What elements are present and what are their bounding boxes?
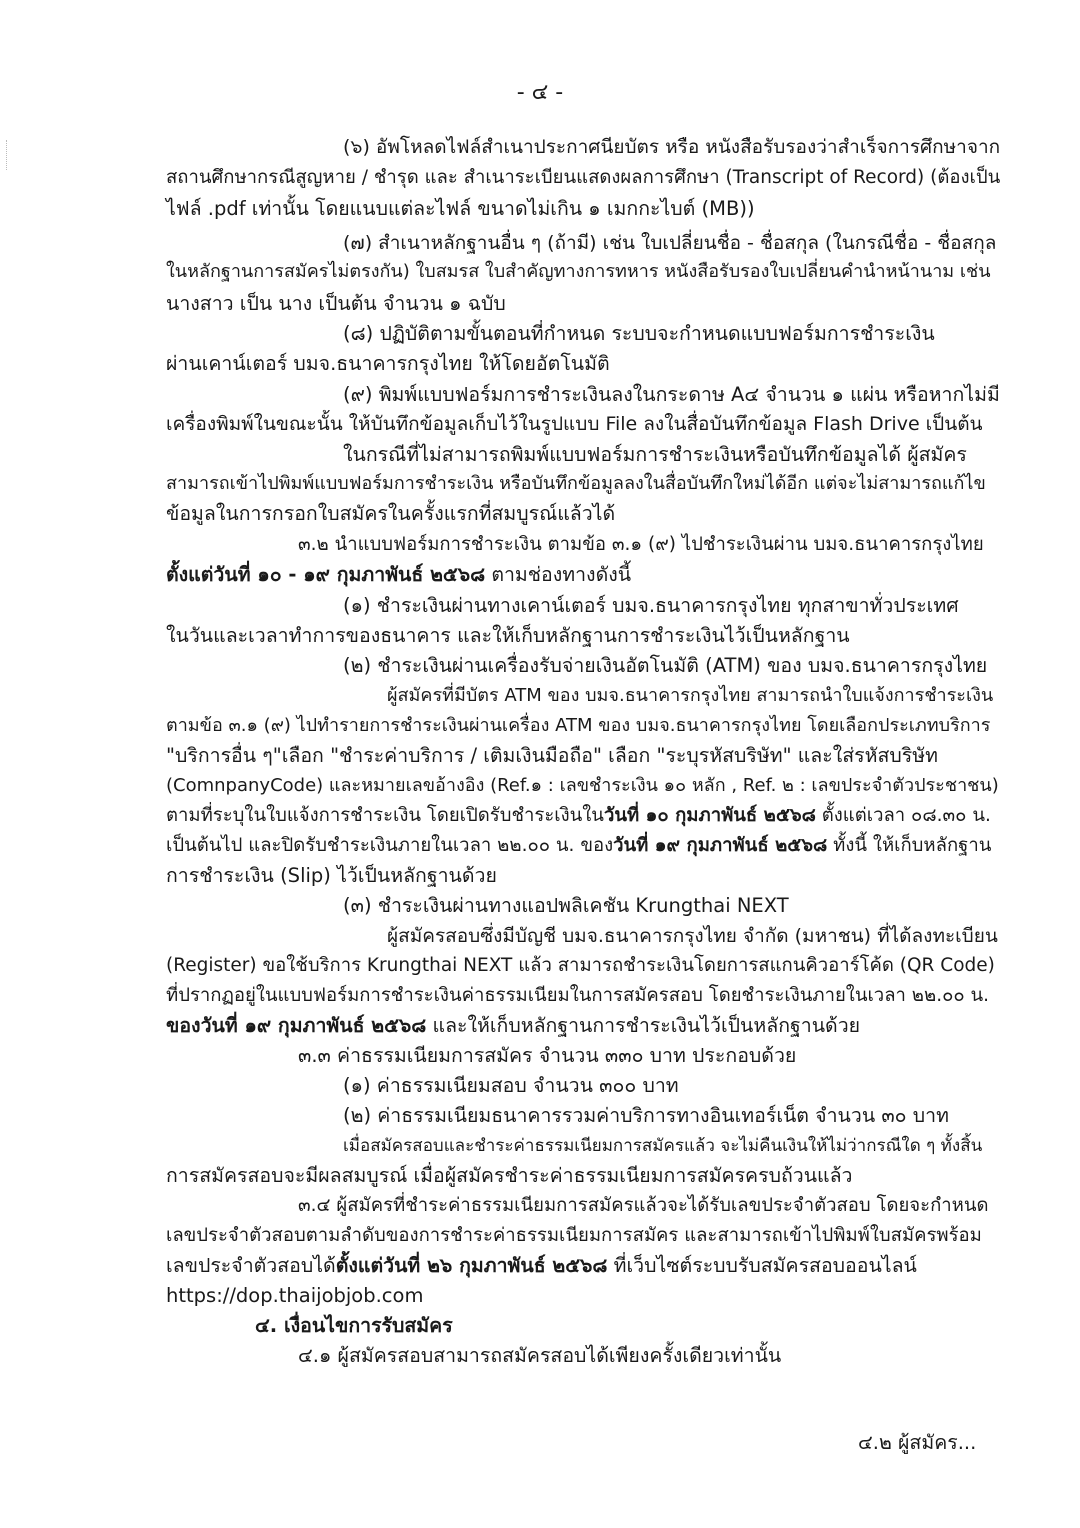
doc-line	[298, 530, 984, 560]
doc-line	[343, 132, 1000, 162]
line-segment: ในหลักฐานการสมัครไม่ตรงกัน) ใบสมรส ใบสำคัญทางการทหาร หนังสือรับรองใบเปลี่ยนคำนำหน้านาม เช่น	[166, 261, 991, 282]
doc-line	[166, 499, 615, 529]
doc-line	[298, 1191, 989, 1221]
doc-line	[166, 771, 999, 801]
line-segment: สามารถเข้าไปพิมพ์แบบฟอร์มการชำระเงิน หรือบันทึกข้อมูลลงในสื่อบันทึกใหม่ได้อีก แต่จะไม่สามารถแก้ไข	[166, 473, 986, 494]
line-segment: สถานศึกษากรณีสูญหาย / ชำรุด และ สำเนาระเบียนแสดงผลการศึกษา (Transcript of Record) (ต้องเป็น	[166, 167, 1001, 188]
line-segment: วันที่ ๑๙ กุมภาพันธ์ ๒๕๖๘	[613, 835, 828, 856]
line-segment: (๗) สำเนาหลักฐานอื่น ๆ (ถ้ามี) เช่น ใบเปลี่ยนชื่อ - ชื่อสกุล (ในกรณีชื่อ - ชื่อสกุล	[343, 232, 997, 254]
doc-line	[343, 891, 789, 921]
section-heading	[255, 1311, 453, 1341]
line-segment: ในกรณีที่ไม่สามารถพิมพ์แบบฟอร์มการชำระเงินหรือบันทึกข้อมูลได้ ผู้สมัคร	[343, 443, 967, 466]
line-segment: เลขประจำตัวสอบได้	[166, 1254, 336, 1277]
page-footer: ๔.๒ ผู้สมัคร...	[858, 1431, 977, 1454]
line-segment: ที่เว็บไซต์ระบบรับสมัครสอบออนไลน์	[607, 1254, 917, 1277]
doc-line	[166, 469, 986, 499]
doc-line	[166, 257, 991, 287]
line-segment: ตามข้อ ๓.๑ (๙) ไปทำรายการชำระเงินผ่านเครื่อง ATM ของ บมจ.ธนาคารกรุงไทย โดยเลือกประเภทบริการ	[166, 715, 991, 736]
doc-line	[166, 621, 850, 651]
doc-line	[343, 1071, 679, 1101]
line-segment: นางสาว เป็น นาง เป็นต้น จำนวน ๑ ฉบับ	[166, 292, 506, 315]
doc-line	[166, 1011, 860, 1041]
margin-dots	[6, 140, 9, 170]
line-segment: (๙) พิมพ์แบบฟอร์มการชำระเงินลงในกระดาษ A๔ จำนวน ๑ แผ่น หรือหากไม่มี	[343, 383, 1000, 406]
line-segment: ๓.๒ นำแบบฟอร์มการชำระเงิน ตามข้อ ๓.๑ (๙) ไปชำระเงินผ่าน บมจ.ธนาคารกรุงไทย	[298, 534, 984, 555]
doc-line	[166, 349, 610, 379]
doc-line	[166, 409, 983, 439]
line-segment: ที่ปรากฏอยู่ในแบบฟอร์มการชำระเงินค่าธรรมเนียมในการสมัครสอบ โดยชำระเงินภายในเวลา ๒๒.๐๐ น.	[166, 985, 990, 1006]
line-segment: ตามช่องทางดังนี้	[485, 563, 632, 586]
doc-line	[343, 228, 996, 258]
doc-line	[166, 951, 995, 981]
line-segment: ผู้สมัครที่มีบัตร ATM ของ บมจ.ธนาคารกรุงไทย สามารถนำใบแจ้งการชำระเงิน	[387, 685, 994, 706]
line-segment: และให้เก็บหลักฐานการชำระเงินไว้เป็นหลักฐานด้วย	[426, 1014, 861, 1037]
line-segment: ๓.๓ ค่าธรรมเนียมการสมัคร จำนวน ๓๓๐ บาท ประกอบด้วย	[298, 1044, 797, 1067]
doc-line	[166, 711, 990, 741]
line-segment: เครื่องพิมพ์ในขณะนั้น ให้บันทึกข้อมูลเก็บไว้ในรูปแบบ File ลงในสื่อบันทึกข้อมูล Flash Drive เป็นต้น	[166, 413, 983, 435]
line-segment: ๔. เงื่อนไขการรับสมัคร	[255, 1314, 453, 1337]
line-segment: (๑) ชำระเงินผ่านทางเคาน์เตอร์ บมจ.ธนาคารกรุงไทย ทุกสาขาทั่วประเทศ	[343, 594, 959, 617]
line-segment: วันที่ ๑๐ กุมภาพันธ์ ๒๕๖๘	[603, 805, 816, 826]
doc-line	[387, 921, 998, 951]
doc-line	[166, 1251, 917, 1281]
line-segment: ของวันที่ ๑๙ กุมภาพันธ์ ๒๕๖๘	[166, 1014, 427, 1037]
line-segment: การสมัครสอบจะมีผลสมบูรณ์ เมื่อผู้สมัครชำระค่าธรรมเนียมการสมัครครบถ้วนแล้ว	[166, 1164, 853, 1187]
line-segment: (๑) ค่าธรรมเนียมสอบ จำนวน ๓๐๐ บาท	[343, 1074, 679, 1097]
line-segment: ๔.๑ ผู้สมัครสอบสามารถสมัครสอบได้เพียงครั้งเดียวเท่านั้น	[298, 1344, 782, 1367]
line-segment: ผ่านเคาน์เตอร์ บมจ.ธนาคารกรุงไทย ให้โดยอัตโนมัติ	[166, 352, 610, 375]
line-segment: (Register) ขอใช้บริการ Krungthai NEXT แล้ว สามารถชำระเงินโดยการสแกนคิวอาร์โค้ด (QR Code)	[166, 955, 995, 976]
line-segment: (๒) ชำระเงินผ่านเครื่องรับจ่ายเงินอัตโนมัติ (ATM) ของ บมจ.ธนาคารกรุงไทย	[343, 654, 988, 677]
doc-line	[343, 591, 959, 621]
doc-line	[343, 651, 987, 681]
line-segment: ผู้สมัครสอบซึ่งมีบัญชี บมจ.ธนาคารกรุงไทย จำกัด (มหาชน) ที่ได้ลงทะเบียน	[387, 925, 998, 947]
doc-line	[343, 440, 967, 470]
line-segment: เมื่อสมัครสอบและชำระค่าธรรมเนียมการสมัครแล้ว จะไม่คืนเงินให้ไม่ว่ากรณีใด ๆ ทั้งสิ้น	[343, 1136, 983, 1156]
doc-line	[166, 194, 755, 224]
doc-line	[343, 1131, 982, 1161]
line-segment: ในวันและเวลาทำการของธนาคาร และให้เก็บหลักฐานการชำระเงินไว้เป็นหลักฐาน	[166, 624, 850, 647]
doc-line	[166, 981, 989, 1011]
doc-line	[166, 163, 1000, 193]
line-segment: "บริการอื่น ๆ"เลือก "ชำระค่าบริการ / เติมเงินมือถือ" เลือก "ระบุรหัสบริษัท" และใส่รหัสบริษัท	[166, 744, 938, 767]
doc-line	[166, 861, 497, 891]
line-segment: การชำระเงิน (Slip) ไว้เป็นหลักฐานด้วย	[166, 864, 497, 887]
line-segment: เลขประจำตัวสอบตามลำดับของการชำระค่าธรรมเนียมการสมัคร และสามารถเข้าไปพิมพ์ใบสมัครพร้อม	[166, 1225, 982, 1246]
doc-line	[343, 319, 935, 349]
line-segment: ไฟล์ .pdf เท่านั้น โดยแนบแต่ละไฟล์ ขนาดไม่เกิน ๑ เมกกะไบต์ (MB))	[166, 197, 755, 220]
page-number: - ๔ -	[516, 80, 564, 105]
doc-line	[166, 1281, 423, 1311]
doc-line	[166, 1161, 853, 1191]
doc-line	[166, 831, 991, 861]
line-segment: (ComnpanyCode) และหมายเลขอ้างอิง (Ref.๑ : เลขชำระเงิน ๑๐ หลัก , Ref. ๒ : เลขประจำตัวประชาชน)	[166, 775, 999, 796]
line-segment: (๘) ปฏิบัติตามขั้นตอนที่กำหนด ระบบจะกำหนดแบบฟอร์มการชำระเงิน	[343, 322, 935, 345]
doc-line	[387, 681, 993, 711]
line-segment: ข้อมูลในการกรอกใบสมัครในครั้งแรกที่สมบูรณ์แล้วได้	[166, 502, 616, 525]
line-segment: https://dop.thaijobjob.com	[166, 1284, 424, 1307]
doc-line	[166, 1221, 982, 1251]
line-segment: ตั้งแต่วันที่ ๒๖ กุมภาพันธ์ ๒๕๖๘	[335, 1254, 608, 1277]
line-segment: ตั้งแต่วันที่ ๑๐ - ๑๙ กุมภาพันธ์ ๒๕๖๘	[166, 563, 486, 586]
line-segment: (๓) ชำระเงินผ่านทางแอปพลิเคชัน Krungthai NEXT	[343, 894, 789, 917]
doc-line	[343, 1101, 949, 1131]
line-segment: (๒) ค่าธรรมเนียมธนาคารรวมค่าบริการทางอินเทอร์เน็ต จำนวน ๓๐ บาท	[343, 1104, 949, 1127]
line-segment: ตามที่ระบุในใบแจ้งการชำระเงิน โดยเปิดรับชำระเงินใน	[166, 805, 604, 826]
line-segment: (๖) อัพโหลดไฟล์สำเนาประกาศนียบัตร หรือ หนังสือรับรองว่าสำเร็จการศึกษาจาก	[343, 136, 1001, 158]
doc-line	[166, 289, 506, 319]
line-segment: เป็นต้นไป และปิดรับชำระเงินภายในเวลา ๒๒.๐๐ น. ของ	[166, 835, 614, 856]
doc-line	[298, 1041, 796, 1071]
line-segment: ๓.๔ ผู้สมัครที่ชำระค่าธรรมเนียมการสมัครแล้วจะได้รับเลขประจำตัวสอบ โดยจะกำหนด	[298, 1195, 989, 1216]
doc-line	[166, 560, 631, 590]
line-segment: ทั้งนี้ ให้เก็บหลักฐาน	[827, 835, 992, 856]
doc-line	[166, 741, 938, 771]
doc-line	[343, 380, 1000, 410]
line-segment: ตั้งแต่เวลา ๐๘.๓๐ น.	[815, 805, 991, 826]
doc-line	[298, 1341, 781, 1371]
doc-line	[166, 801, 991, 831]
